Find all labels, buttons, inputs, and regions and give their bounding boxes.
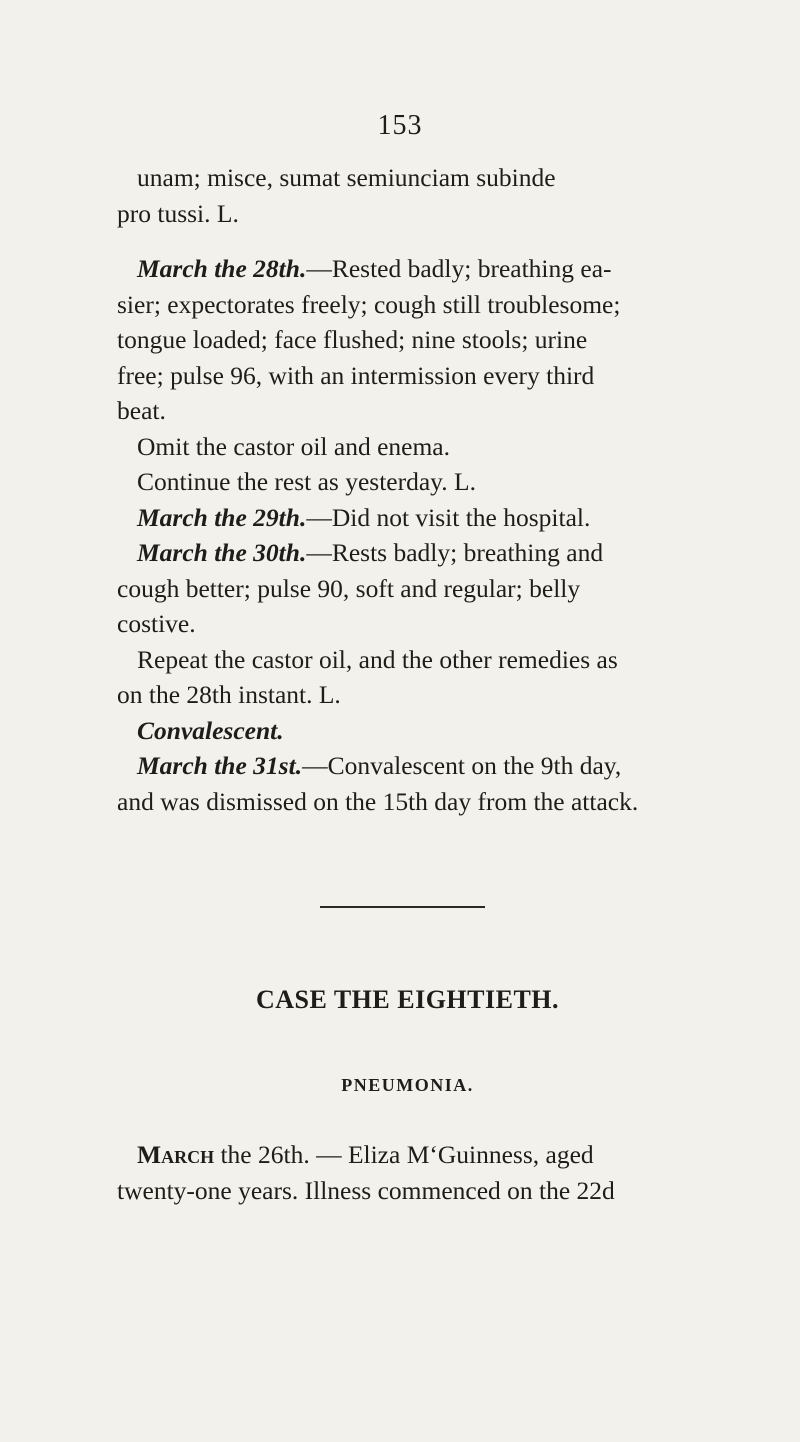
paragraph-march-31 xyxy=(117,748,707,784)
paragraph-march-29 xyxy=(117,500,707,536)
section-divider xyxy=(320,906,485,908)
case-date-word: March xyxy=(137,1140,215,1169)
paragraph-march-28 xyxy=(117,251,707,287)
text-line-content: unam; misce, sumat semiunciam subinde xyxy=(137,163,556,192)
page-number: 153 xyxy=(377,110,423,141)
prescription-continue: Continue the rest as yesterday. L. xyxy=(137,467,476,496)
entry-text: —Did not visit the hospital. xyxy=(306,502,591,532)
text-line: sier; expectorates freely; cough still troublesome; xyxy=(117,289,621,319)
case-line-text: the 26th. — Eliza M‘Guinness, aged xyxy=(214,1140,594,1169)
prescription-omit: Omit the castor oil and enema. xyxy=(137,431,450,461)
convalescent-heading: Convalescent. xyxy=(137,715,284,745)
case-line xyxy=(117,1137,717,1173)
text-line: beat. xyxy=(117,396,166,425)
case-title: CASE THE EIGHTIETH. xyxy=(255,985,560,1014)
entry-text: —Rested badly; breathing ea- xyxy=(306,254,612,283)
entry-date: March the 29th. xyxy=(137,502,307,532)
case-line: twenty-one years. Illness commenced on the 22d xyxy=(117,1175,615,1205)
text-line: costive. xyxy=(117,609,196,638)
text-line: tongue loaded; face flushed; nine stools; urine xyxy=(117,325,588,354)
text-line: on the 28th instant. L. xyxy=(117,680,341,709)
text-line: cough better; pulse 90, soft and regular; belly xyxy=(117,573,581,603)
entry-text: —Rests badly; breathing and xyxy=(306,538,604,567)
body-text xyxy=(117,160,707,819)
entry-date: March the 31st. xyxy=(137,751,303,780)
text-line: free; pulse 96, with an intermission every third xyxy=(117,360,595,390)
entry-date: March the 30th. xyxy=(137,538,307,567)
entry-date: March the 28th. xyxy=(137,254,307,283)
prescription-repeat: Repeat the castor oil, and the other remedies as xyxy=(137,644,618,674)
paragraph-march-30 xyxy=(117,535,707,571)
text-line: and was dismissed on the 15th day from the attack. xyxy=(117,786,639,816)
case-subtitle: PNEUMONIA. xyxy=(341,1075,474,1095)
case-body xyxy=(117,1137,717,1208)
text-line: pro tussi. L. xyxy=(117,198,239,228)
text-line xyxy=(117,160,707,196)
entry-text: —Convalescent on the 9th day, xyxy=(302,751,622,780)
